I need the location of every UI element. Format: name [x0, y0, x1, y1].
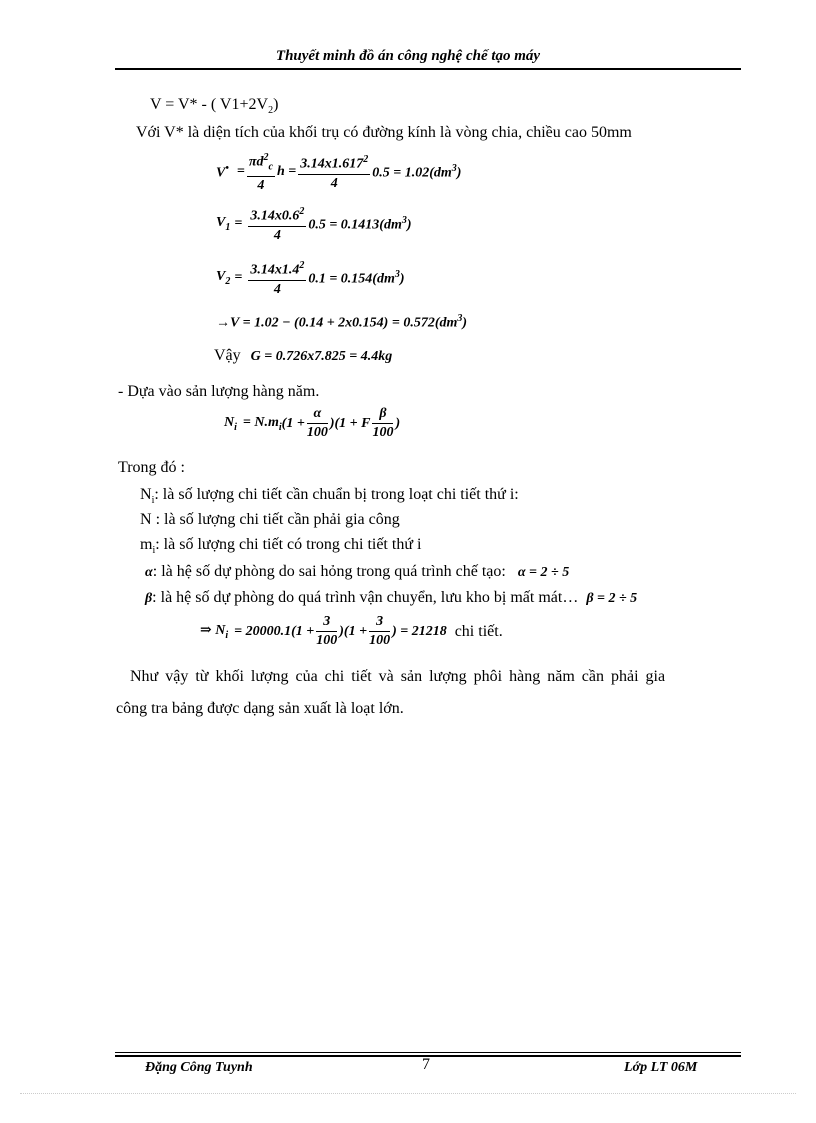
- page-edge-divider: [20, 1093, 796, 1094]
- footer-class: Lớp LT 06M: [624, 1060, 698, 1075]
- definition-n: N : là số lượng chi tiết cần phải gia công: [140, 511, 400, 528]
- conclusion-line-1: Như vậy từ khối lượng của chi tiết và sản lượng phôi hàng năm cần phải gia: [130, 668, 666, 685]
- bullet-production: - Dựa vào sản lượng hàng năm.: [118, 383, 320, 400]
- fraction: $\frac{3.14x1.4^2}{4}$: [250, 260, 305, 297]
- footer-rule-top: [115, 1052, 741, 1053]
- fraction: $\frac{\pi d^2_c}{4}$: [248, 152, 273, 194]
- equation-ni-result: ⇒ $N_i$ = 20000.1(1 + $\frac{3}{100}$ )(1 + $\frac{3}{100}$ ) = 21218 chi tiết.: [200, 614, 503, 648]
- v-formula: V = V* - ( $V1+2V_2$): [150, 96, 279, 117]
- definition-mi: $m_i$: là số lượng chi tiết có trong chi tiết thứ i: [140, 536, 422, 557]
- fraction: $\frac{3}{100}$: [369, 614, 391, 648]
- trong-do-label: Trong đó :: [118, 459, 185, 476]
- fraction: $\frac{3.14x1.617^2}{4}$: [300, 154, 369, 192]
- fraction: $\frac{\beta}{100}$: [372, 406, 394, 440]
- definition-beta: β: là hệ số dự phòng do quá trình vận chuyển, lưu kho bị mất mát… β = 2 ÷ 5: [145, 589, 638, 606]
- equation-weight: Vậy G = 0.726x7.825 = 4.4kg: [214, 347, 393, 364]
- equation-v1: $V_1$ = $\frac{3.14x0.6^2}{4}$ $0.5 = 0.1413(dm^3)$: [216, 206, 412, 243]
- fraction: $\frac{\alpha}{100}$: [306, 406, 328, 440]
- header-title: Thuyết minh đồ án công nghệ chế tạo máy: [275, 48, 541, 64]
- equation-v-star: V• = $\frac{\pi d^2_c}{4}$ h = $\frac{3.14x1.617^2}{4}$ $0.5 = 1.02(dm^3)$: [216, 152, 462, 194]
- page-number: 7: [422, 1056, 430, 1073]
- equation-v2: $V_2$ = $\frac{3.14x1.4^2}{4}$ $0.1 = 0.154(dm^3)$: [216, 260, 405, 297]
- fraction: $\frac{3.14x0.6^2}{4}$: [250, 206, 305, 243]
- fraction: $\frac{3}{100}$: [316, 614, 338, 648]
- equation-ni-general: $N_i$ = $N.m_i$ (1 + $\frac{\alpha}{100}$ )(1 + F $\frac{\beta}{100}$ ): [224, 406, 401, 440]
- conclusion-line-2: công tra bảng được dạng sản xuất là loạt lớn.: [116, 700, 404, 717]
- equation-v-result: $\to V = 1.02 - (0.14 + 2x0.154) = 0.572(dm^3)$: [216, 313, 468, 331]
- footer-author: Đặng Công Tuynh: [145, 1060, 253, 1075]
- header-rule: [115, 68, 741, 70]
- definition-alpha: α: là hệ số dự phòng do sai hỏng trong quá trình chế tạo: α = 2 ÷ 5: [145, 563, 570, 580]
- v-star-description: Với V* là diện tích của khối trụ có đường kính là vòng chia, chiều cao 50mm: [136, 124, 632, 141]
- definition-ni: $N_i$: là số lượng chi tiết cần chuẩn bị trong loạt chi tiết thứ i:: [140, 486, 519, 507]
